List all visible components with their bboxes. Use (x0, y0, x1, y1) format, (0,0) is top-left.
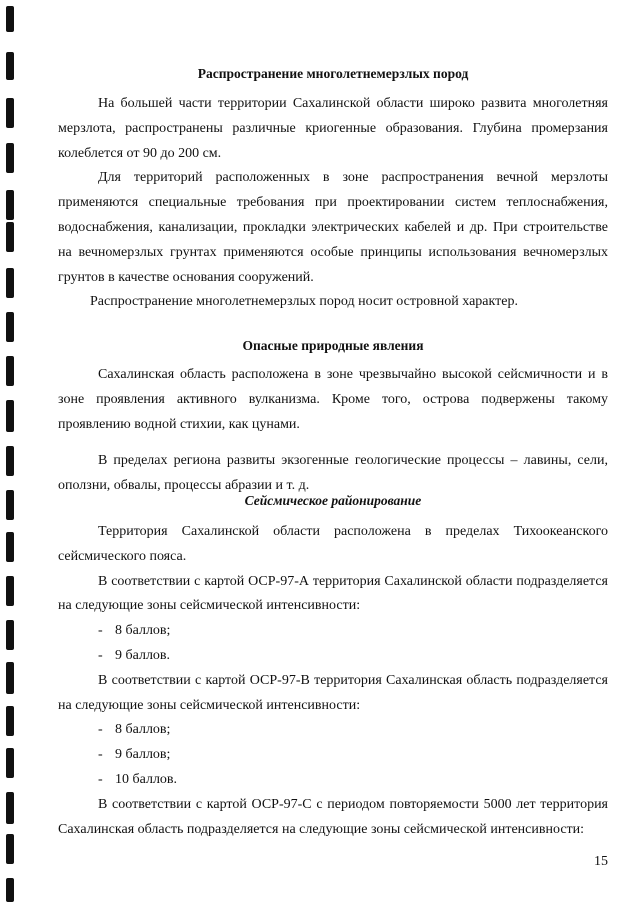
paragraph: В пределах региона развиты экзогенные геологические процессы – лавины, сели, оползни, обвалы, процессы абразии и т. д. (58, 453, 608, 494)
list-item: - 8 баллов; (98, 722, 171, 738)
section-permafrost (58, 92, 608, 315)
paragraph: Сахалинская область расположена в зоне чрезвычайно высокой сейсмичности и в зоне проявления активного вулканизма. Кроме того, острова подвержены такому проявлению водной стихии, как цунами. (58, 367, 608, 432)
zone-list-osr-97-a (58, 619, 608, 669)
paragraph: В соответствии с картой ОСР-97-С с периодом повторяемости 5000 лет территория Сахалинская область подразделяется на следующие зоны сейсмической интенсивности: (58, 796, 608, 837)
section-title-permafrost: Распространение многолетнемерзлых пород (197, 66, 469, 81)
paragraph: В соответствии с картой ОСР-97-А территория Сахалинской области подразделяется на следующие зоны сейсмической интенсивности: (58, 573, 608, 614)
list-item: - 8 баллов; (98, 623, 171, 639)
document-page (58, 0, 608, 905)
list-item: - 10 баллов. (98, 771, 178, 787)
page-number: 15 (594, 854, 608, 869)
paragraph: В соответствии с картой ОСР-97-В территория Сахалинская область подразделяется на следующие зоны сейсмической интенсивности: (58, 672, 608, 713)
paragraph: На большей части территории Сахалинской области широко развита многолетняя мерзлота, распространены различные криогенные образования. Глубина промерзания колеблется от 90 до 200 см. (58, 96, 608, 161)
section-hazards (58, 363, 608, 499)
section-title-hazards: Опасные природные явления (242, 338, 424, 353)
paragraph: Распространение многолетнемерзлых пород носит островной характер. (90, 294, 518, 310)
list-item: - 9 баллов; (98, 747, 171, 763)
paragraph: Территория Сахалинской области расположена в пределах Тихоокеанского сейсмического пояса. (58, 524, 608, 564)
list-item: - 9 баллов. (98, 647, 171, 663)
section-title-seismic: Сейсмическое районирование (244, 493, 422, 508)
zone-list-osr-97-b (58, 718, 608, 792)
paragraph: Для территорий расположенных в зоне распространения вечной мерзлоты применяются специальные требования при проектировании систем теплоснабжения, водоснабжения, канализации, прокладки электрических кабелей и др. При строительстве на вечномерзлых грунтах применяются особые принципы использования вечномерзлых грунтов в качестве основания сооружений. (58, 170, 608, 285)
section-seismic (58, 520, 608, 842)
binding-holes (6, 0, 18, 905)
